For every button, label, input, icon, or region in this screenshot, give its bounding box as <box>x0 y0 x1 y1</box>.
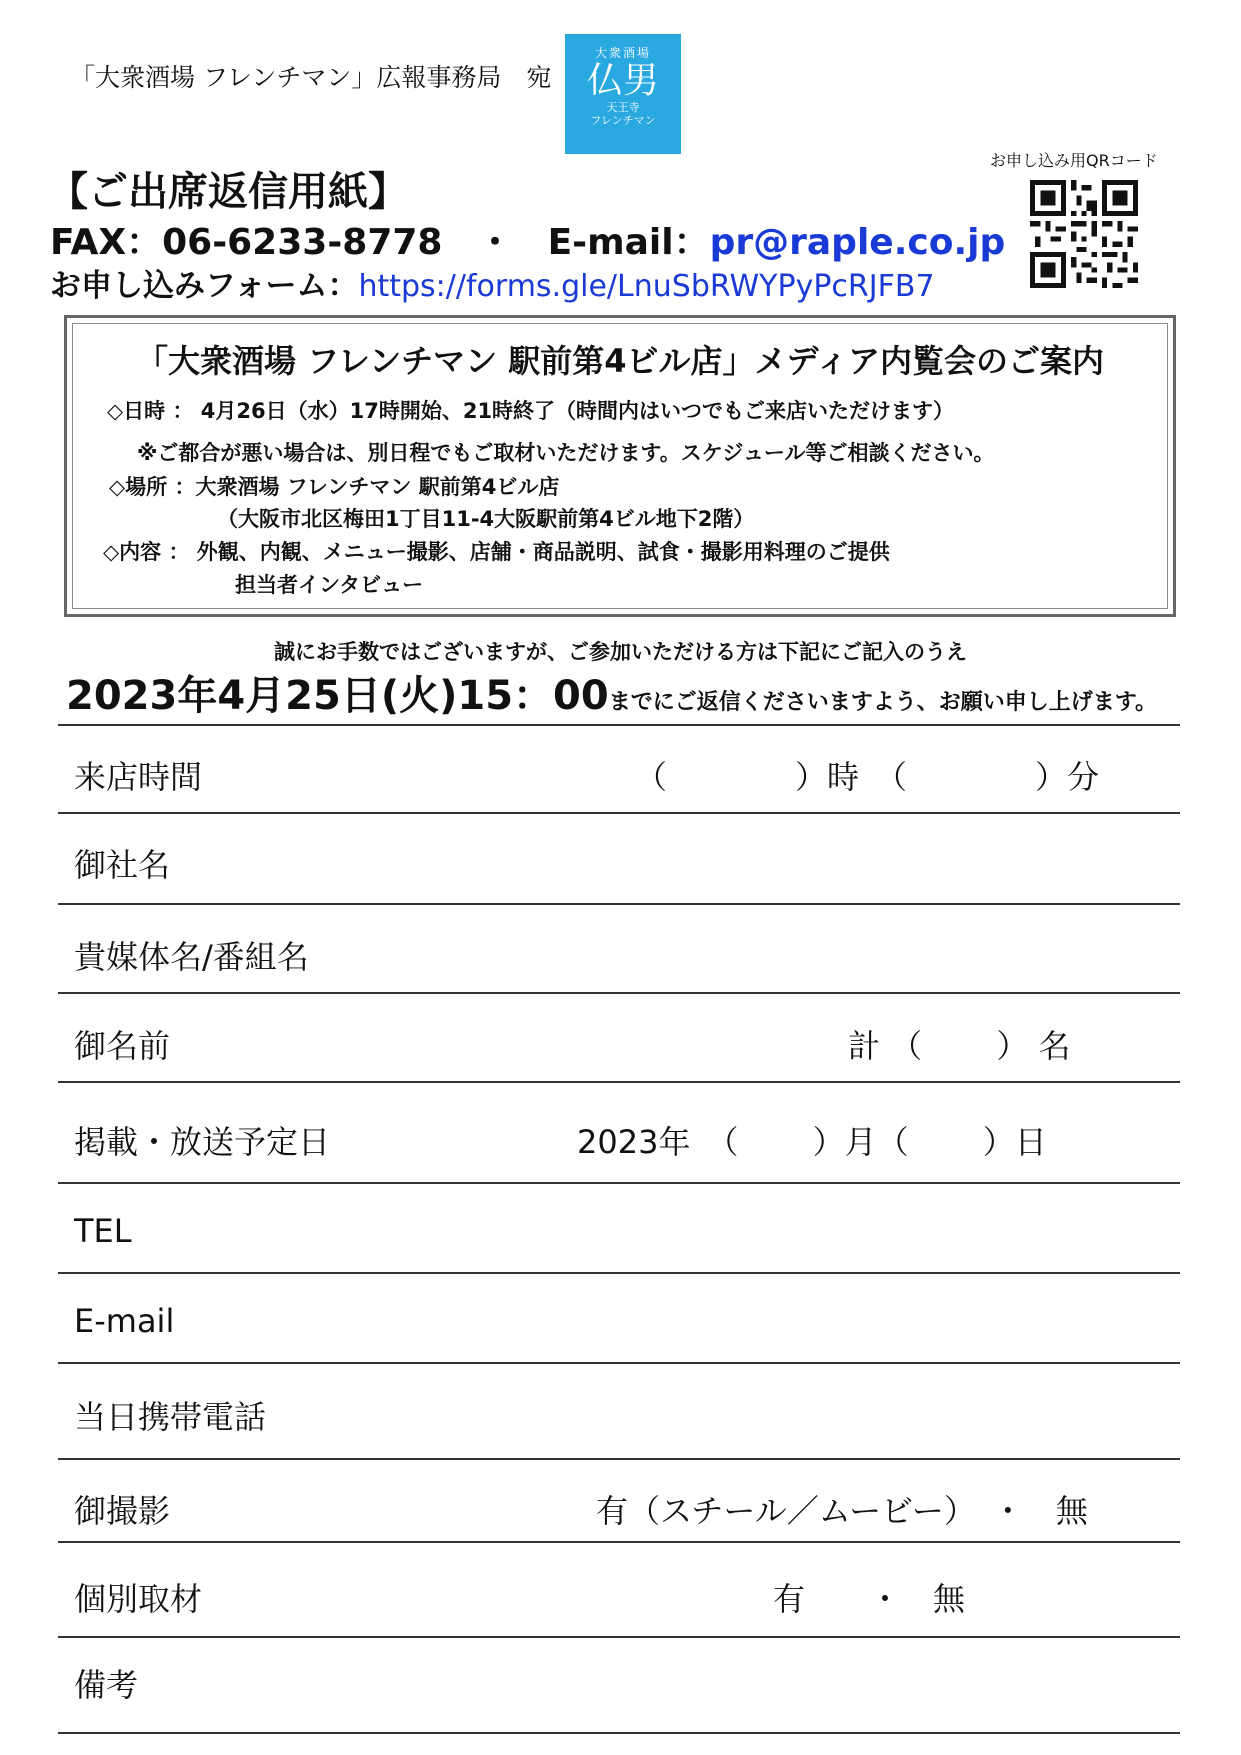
label-visit-time: 来店時間 <box>74 758 203 796</box>
notice-line-interview: 担当者インタビュー <box>235 573 424 597</box>
label-mobile-phone: 当日携帯電話 <box>74 1398 267 1436</box>
row-divider <box>58 1732 1180 1734</box>
field-publish-date[interactable]: 2023年 （ ）月（ ）日 <box>577 1123 1047 1161</box>
form-url-link[interactable]: https://forms.gle/LnuSbRWYPyPcRJFB7 <box>358 269 935 304</box>
notice-line-place: ◇場所 ：大衆酒場 フレンチマン 駅前第4ビル店 <box>109 475 560 499</box>
label-photography: 御撮影 <box>74 1492 171 1530</box>
label-media-name: 貴媒体名/番組名 <box>74 938 309 976</box>
request-line-2-rest: までにご返信くださいますよう、お願い申し上げます。 <box>608 690 1157 715</box>
label-email: E-mail <box>74 1302 175 1340</box>
row-divider <box>58 1636 1180 1638</box>
form-label: お申し込みフォーム： <box>50 268 359 304</box>
logo-top-text: 大衆酒場 <box>594 46 651 60</box>
row-divider <box>58 992 1180 994</box>
separator: ・ <box>477 222 514 263</box>
notice-title: 「大衆酒場 フレンチマン 駅前第4ビル店」メディア内覧会のご案内 <box>136 342 1104 380</box>
label-individual-interview: 個別取材 <box>74 1580 203 1618</box>
row-divider <box>58 1541 1180 1543</box>
notice-line-content: ◇内容 ： 外観、内観、メニュー撮影、店舗・商品説明、試食・撮影用料理のご提供 <box>103 540 890 564</box>
request-line-2 <box>66 664 1157 721</box>
notice-line-datetime: ◇日時 ： 4月26日（水）17時開始、21時終了（時間内はいつでもご来店いただけます） <box>107 399 955 423</box>
form-link-line <box>50 260 935 305</box>
row-divider <box>58 1182 1180 1184</box>
email-label: E-mail： <box>547 222 710 263</box>
logo-sub-text-1: 天王寺 <box>606 101 640 114</box>
row-divider <box>58 1362 1180 1364</box>
logo-sub-text-2: フレンチマン <box>590 114 656 127</box>
row-divider <box>58 903 1180 905</box>
contact-line <box>50 214 1005 265</box>
field-visit-time[interactable]: （ ）時 （ ）分 <box>635 758 1100 796</box>
reply-deadline: 2023年4月25日(火)15：00 <box>66 673 609 719</box>
row-divider <box>58 1272 1180 1274</box>
label-remarks: 備考 <box>74 1666 139 1704</box>
qr-code-label: お申し込み用QRコード <box>990 151 1158 170</box>
row-divider <box>58 1458 1180 1460</box>
label-attendee-name: 御名前 <box>74 1027 171 1065</box>
field-photography[interactable]: 有（スチール／ムービー） ・ 無 <box>596 1492 1088 1530</box>
label-publish-date: 掲載・放送予定日 <box>74 1123 331 1161</box>
qr-code[interactable] <box>1030 180 1138 288</box>
label-tel: TEL <box>74 1212 132 1250</box>
page-title: 【ご出席返信用紙】 <box>48 169 408 215</box>
logo-main-text: 仏男 <box>586 60 659 101</box>
row-divider <box>58 724 1180 726</box>
row-divider <box>58 1081 1180 1083</box>
request-line-1: 誠にお手数ではございますが、ご参加いただける方は下記にご記入のうえ <box>274 640 967 664</box>
email-link[interactable]: pr@raple.co.jp <box>709 222 1006 263</box>
fax-label: FAX： <box>50 222 163 263</box>
field-individual-interview[interactable]: 有 ・ 無 <box>773 1580 966 1618</box>
field-attendee-count[interactable]: 計 （ ） 名 <box>848 1027 1071 1065</box>
brand-logo <box>565 34 681 154</box>
label-company: 御社名 <box>74 846 171 884</box>
notice-line-address: （大阪市北区梅田1丁目11-4大阪駅前第4ビル地下2階） <box>217 507 755 531</box>
addressee: 「大衆酒場 フレンチマン」広報事務局 宛 <box>70 63 552 92</box>
event-notice-box <box>64 315 1176 617</box>
fax-number: 06-6233-8778 <box>162 222 443 263</box>
notice-line-note: ※ご都合が悪い場合は、別日程でもご取材いただけます。スケジュール等ご相談ください。 <box>137 441 995 465</box>
row-divider <box>58 812 1180 814</box>
